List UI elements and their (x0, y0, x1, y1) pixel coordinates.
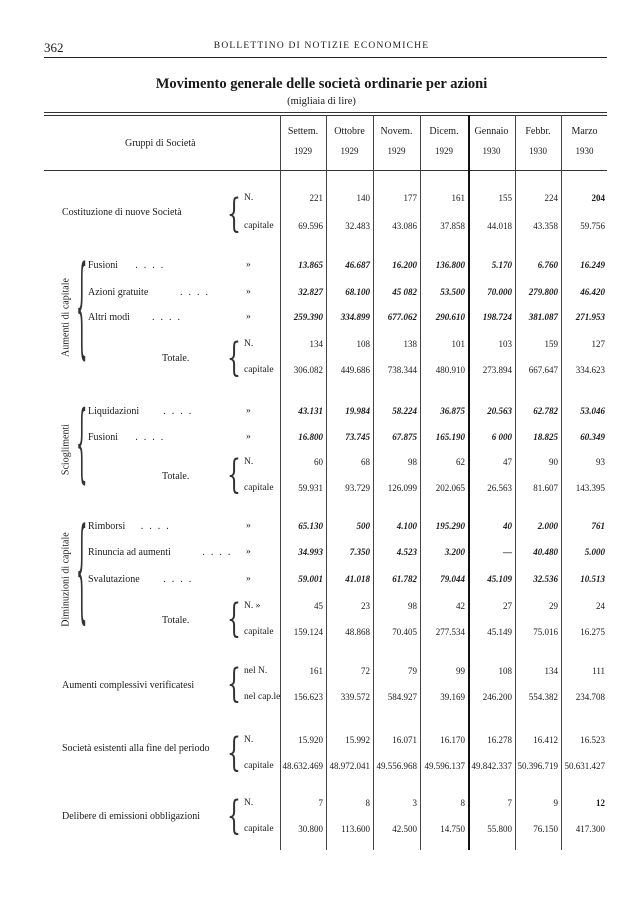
table-cell: 16.170 (440, 735, 465, 745)
table-cell: 32.827 (298, 287, 323, 297)
table-cell: 93 (596, 457, 605, 467)
column-header-year: 1929 (294, 146, 312, 156)
table-cell: 5.000 (584, 547, 605, 557)
row-label: Totale. (162, 471, 190, 482)
row-label: Fusioni (88, 432, 119, 443)
table-cell: 108 (498, 666, 512, 676)
table-cell: 271.953 (575, 312, 605, 322)
table-cell: 259.390 (293, 312, 323, 322)
table-cell: 26.563 (487, 483, 512, 493)
pair-brace: { (227, 794, 241, 840)
table-cell: 27 (503, 601, 512, 611)
table-cell: 37.858 (440, 221, 465, 231)
column-header-month: Gennaio (474, 126, 509, 137)
row-sublabel: N. (244, 798, 254, 808)
table-cell: 334.623 (575, 365, 605, 375)
leader-dots: .... (135, 432, 170, 443)
stub-header: Gruppi di Società (125, 138, 196, 149)
table-cell: 480.910 (435, 365, 465, 375)
table-cell: 32.536 (533, 574, 558, 584)
table-cell: 69.596 (298, 221, 323, 231)
table-cell: 59.931 (298, 483, 323, 493)
row-label: Rimborsi (88, 521, 126, 532)
row-label: Liquidazioni (88, 406, 140, 417)
leader-dots: .... (163, 406, 198, 417)
table-cell: 111 (592, 666, 605, 676)
table-cell: 101 (451, 339, 465, 349)
table-cell: 67.875 (392, 432, 417, 442)
table-cell: 68 (361, 457, 370, 467)
table-cell: 161 (309, 666, 323, 676)
group-label-aumenti: Aumenti di capitale (60, 278, 72, 357)
table-cell: 53.500 (440, 287, 465, 297)
table-cell: 79 (408, 666, 417, 676)
group-brace: { (76, 395, 88, 496)
table-cell: 334.899 (340, 312, 370, 322)
row-sublabel: N. (244, 193, 254, 203)
table-cell: 10.513 (580, 574, 605, 584)
pair-brace: { (227, 662, 241, 708)
table-cell: 155 (498, 193, 512, 203)
group-label-diminuzioni: Diminuzioni di capitale (60, 532, 72, 627)
table-cell: 61.782 (392, 574, 417, 584)
table-cell: 49.842.337 (471, 761, 512, 771)
table-cell: 45.149 (487, 627, 512, 637)
table-cell: 134 (544, 666, 558, 676)
table-cell: 15.992 (345, 735, 370, 745)
table-cell: 62 (456, 457, 465, 467)
table-cell: 30.800 (298, 824, 323, 834)
row-label: Totale. (162, 353, 190, 364)
row-sublabel: » (246, 521, 251, 531)
row-label: Svalutazione (88, 574, 140, 585)
table-cell: 143.395 (575, 483, 605, 493)
table-cell: 677.062 (387, 312, 417, 322)
table-cell: 24 (596, 601, 605, 611)
table-cell: 273.894 (482, 365, 512, 375)
table-cell: 761 (591, 521, 605, 531)
table-cell: 140 (356, 193, 370, 203)
table-cell: 234.708 (575, 692, 605, 702)
table-cell: 93.729 (345, 483, 370, 493)
table-cell: 60 (314, 457, 323, 467)
leader-dots: .... (180, 287, 214, 298)
column-header-year: 1930 (529, 146, 547, 156)
table-cell: 195.290 (435, 521, 465, 531)
table-cell: 3 (412, 798, 417, 808)
row-label: Società esistenti alla fine del periodo (62, 743, 210, 754)
table-cell: 46.687 (345, 260, 370, 270)
table-cell: 43.131 (298, 406, 323, 416)
row-sublabel: N. (244, 735, 254, 745)
table-cell: 449.686 (340, 365, 370, 375)
table-cell: 738.344 (387, 365, 417, 375)
row-sublabel: nel N. (244, 666, 268, 676)
table-cell: 48.868 (345, 627, 370, 637)
row-sublabel: capitale (244, 365, 274, 375)
table-cell: 5.170 (491, 260, 512, 270)
table-cell: 16.523 (580, 735, 605, 745)
table-cell: 72 (361, 666, 370, 676)
table-cell: 29 (549, 601, 558, 611)
table-cell: 53.046 (580, 406, 605, 416)
column-header-year: 1930 (575, 146, 594, 156)
table-cell: 13.865 (298, 260, 323, 270)
table-cell: 98 (408, 457, 417, 467)
table-cell: 198.724 (482, 312, 512, 322)
table-cell: 8 (365, 798, 370, 808)
row-label: Aumenti complessivi verificatesi (62, 680, 195, 691)
leader-dots: .... (152, 312, 186, 323)
leader-dots: .... (135, 260, 170, 271)
column-header-month: Marzo (571, 126, 598, 137)
column-header-year: 1929 (387, 146, 406, 156)
table-cell: 667.647 (528, 365, 558, 375)
table-cell: 16.412 (533, 735, 558, 745)
table-cell: 73.745 (345, 432, 370, 442)
table-cell: 50.631.427 (564, 761, 605, 771)
header-rule (44, 57, 607, 58)
table-cell: 49.556.968 (376, 761, 417, 771)
table-cell: 554.382 (528, 692, 558, 702)
table-cell: 12 (596, 798, 605, 808)
table-cell: 290.610 (435, 312, 465, 322)
leader-dots: .... (163, 574, 198, 585)
row-label: Fusioni (88, 260, 119, 271)
table-cell: 16.071 (392, 735, 417, 745)
row-sublabel: » (246, 312, 251, 322)
table-cell: 2.000 (537, 521, 558, 531)
table-cell: 4.100 (396, 521, 417, 531)
row-label: Rinuncia ad aumenti (88, 547, 171, 558)
pair-brace: { (227, 336, 241, 382)
column-header-month: Febbr. (525, 126, 551, 137)
table-cell: 48.632.469 (282, 761, 323, 771)
table-cell: 177 (403, 193, 417, 203)
table-cell: 202.065 (435, 483, 465, 493)
table-cell: 9 (553, 798, 558, 808)
row-sublabel: » (246, 287, 251, 297)
table-cell: 42.500 (392, 824, 417, 834)
table-cell: 16.800 (298, 432, 323, 442)
table-cell: 4.523 (396, 547, 417, 557)
table-cell: 16.275 (580, 627, 605, 637)
group-brace: { (76, 507, 88, 639)
row-label: Costituzione di nuove Società (62, 207, 182, 218)
row-label: Altri modi (88, 312, 130, 323)
table-cell: 16.249 (580, 260, 605, 270)
table-cell: 55.800 (487, 824, 512, 834)
row-sublabel: capitale (244, 627, 274, 637)
table-cell: 161 (451, 193, 465, 203)
table-cell: 45 082 (392, 287, 417, 297)
page-number: 362 (44, 40, 64, 55)
row-sublabel: N. (244, 339, 254, 349)
table-cell: 16.200 (392, 260, 417, 270)
table-cell: 113.600 (341, 824, 370, 834)
table-cell: 90 (549, 457, 558, 467)
page-title: Movimento generale delle società ordinarie per azioni (155, 76, 488, 92)
column-header-month: Dicem. (429, 126, 459, 137)
leader-dots: .... (140, 521, 175, 532)
row-sublabel: capitale (244, 483, 274, 493)
table-cell: 19.984 (345, 406, 370, 416)
row-sublabel: » (246, 547, 251, 557)
group-brace: { (76, 245, 88, 374)
table-cell: 43.358 (533, 221, 558, 231)
table-cell: 68.100 (345, 287, 370, 297)
table-cell: 45.109 (487, 574, 512, 584)
table-cell: 34.993 (298, 547, 323, 557)
row-label: Azioni gratuite (88, 287, 149, 298)
table-cell: 32.483 (345, 221, 370, 231)
table-cell: 70.405 (392, 627, 417, 637)
table-cell: 20.563 (487, 406, 512, 416)
table-cell: 42 (456, 601, 465, 611)
table-cell: 15.920 (298, 735, 323, 745)
row-sublabel: N. (244, 457, 254, 467)
table-cell: 159.124 (293, 627, 323, 637)
table-cell: 48.972.041 (329, 761, 370, 771)
table-cell: 45 (314, 601, 323, 611)
table-cell: 7 (318, 798, 323, 808)
row-sublabel: capitale (244, 761, 274, 771)
row-sublabel: capitale (244, 824, 274, 834)
table-cell: 306.082 (293, 365, 323, 375)
running-title: BOLLETTINO DI NOTIZIE ECONOMICHE (213, 41, 430, 51)
column-header-year: 1929 (435, 146, 453, 156)
table-cell: — (503, 547, 512, 557)
table-cell: 159 (544, 339, 558, 349)
table-cell: 36.875 (440, 406, 465, 416)
table-cell: 3.200 (444, 547, 465, 557)
row-sublabel: nel cap.le (244, 692, 281, 702)
table-cell: 277.534 (435, 627, 465, 637)
table-cell: 7 (507, 798, 512, 808)
table-cell: 127 (591, 339, 605, 349)
table-cell: 40 (503, 521, 512, 531)
pair-brace: { (227, 192, 241, 238)
pair-brace: { (227, 597, 241, 643)
table-cell: 39.169 (440, 692, 465, 702)
table-cell: 14.750 (440, 824, 465, 834)
row-sublabel: N. » (244, 601, 261, 611)
table-cell: 70.000 (487, 287, 512, 297)
leader-dots: .... (202, 547, 237, 558)
table-cell: 59.756 (580, 221, 605, 231)
column-header-month: Settem. (287, 126, 319, 137)
pair-brace: { (227, 731, 241, 777)
row-sublabel: » (246, 260, 251, 270)
table-cell: 62.782 (533, 406, 558, 416)
row-sublabel: » (246, 406, 251, 416)
row-sublabel: » (246, 574, 251, 584)
table-cell: 246.200 (482, 692, 512, 702)
table-cell: 417.300 (575, 824, 605, 834)
row-sublabel: capitale (244, 221, 274, 231)
table-cell: 44.018 (487, 221, 512, 231)
table-cell: 59.001 (298, 574, 323, 584)
column-header-month: Ottobre (334, 126, 365, 137)
page-subtitle: (migliaia di lire) (287, 96, 356, 107)
table-cell: 60.349 (580, 432, 605, 442)
table-top-rule (44, 112, 607, 113)
table-cell: 134 (309, 339, 323, 349)
table-cell: 43.086 (392, 221, 417, 231)
group-label-scioglimenti: Scioglimenti (60, 423, 72, 476)
table-cell: 49.596.137 (424, 761, 465, 771)
row-label: Totale. (162, 615, 190, 626)
table-cell: 23 (361, 601, 370, 611)
table-cell: 79.044 (440, 574, 465, 584)
table-cell: 75.016 (533, 627, 558, 637)
table-cell: 204 (591, 193, 605, 203)
table-cell: 40.480 (533, 547, 558, 557)
table-cell: 16.278 (487, 735, 512, 745)
table-cell: 103 (498, 339, 512, 349)
row-sublabel: » (246, 432, 251, 442)
table-cell: 76.150 (533, 824, 558, 834)
table-cell: 47 (503, 457, 512, 467)
table-cell: 99 (456, 666, 465, 676)
table-cell: 41.018 (345, 574, 370, 584)
table-cell: 584.927 (387, 692, 417, 702)
table-cell: 46.420 (580, 287, 605, 297)
row-label: Delibere di emissioni obbligazioni (62, 811, 201, 822)
table-cell: 339.572 (340, 692, 370, 702)
table-cell: 221 (309, 193, 323, 203)
table-cell: 126.099 (387, 483, 417, 493)
table-cell: 156.623 (293, 692, 323, 702)
table-cell: 381.087 (528, 312, 558, 322)
table-cell: 500 (356, 521, 370, 531)
column-header-month: Novem. (380, 126, 413, 137)
column-header-year: 1929 (340, 146, 359, 156)
table-cell: 138 (403, 339, 417, 349)
table-cell: 50.396.719 (517, 761, 558, 771)
table-cell: 108 (356, 339, 370, 349)
table-cell: 6 000 (491, 432, 512, 442)
pair-brace: { (227, 453, 241, 499)
table-cell: 165.190 (435, 432, 465, 442)
table-cell: 279.800 (528, 287, 558, 297)
table-cell: 224 (544, 193, 558, 203)
column-header-year: 1930 (482, 146, 501, 156)
table-cell: 8 (460, 798, 465, 808)
table-cell: 136.800 (435, 260, 465, 270)
table-cell: 18.825 (533, 432, 558, 442)
table-cell: 6.760 (537, 260, 558, 270)
table-cell: 98 (408, 601, 417, 611)
table-cell: 7.350 (349, 547, 370, 557)
table-cell: 81.607 (533, 483, 558, 493)
table-cell: 58.224 (392, 406, 417, 416)
table-cell: 65.130 (298, 521, 323, 531)
